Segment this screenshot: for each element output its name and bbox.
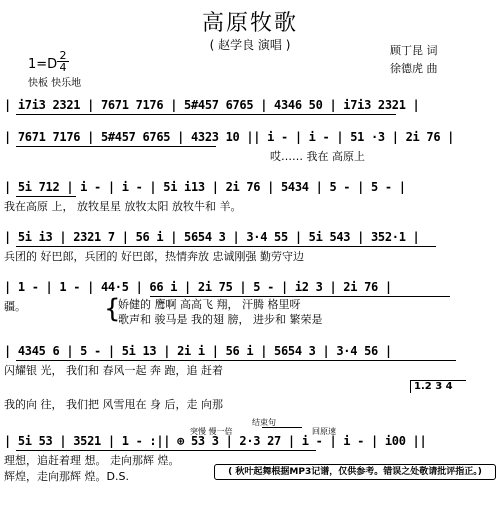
score-row-7 <box>4 432 496 450</box>
score-row-2-notes: | 7671 7176 | 5#457 6765 | 4323 10 || i - | i - | 51 ·3 | 2i 76 | <box>4 130 455 144</box>
score-row-6-notes: | 4345 6 | 5 - | 5i 13 | 2i i | 56 i | 5654 3 | 3·4 56 | <box>4 344 392 358</box>
beam-line <box>16 246 436 247</box>
marker-slow: 突慢 慢一倍 <box>190 427 233 436</box>
tempo-marking: 快板 快乐地 <box>28 78 82 89</box>
score-row-5-notes: | 1 - | 1 - | 44·5 | 66 i | 2i 75 | 5 - | i2 3 | 2i 76 | <box>4 280 392 294</box>
tempo-bracket <box>262 427 302 428</box>
lyric-line-8: 我的向 往， 我们把 风雪甩在 身 后，走 向那 <box>4 398 223 411</box>
lyric-line-6: 歌声和 骏马是 我的翅 膀， 进步和 繁荣是 <box>118 313 323 326</box>
lyric-line-1: 哎…… 我在 高原上 <box>270 150 365 163</box>
lyric-line-2: 我在高原 上， 放牧星星 放牧太阳 放牧牛和 羊。 <box>4 200 242 213</box>
score-row-4-notes: | 5i i3 | 2321 7 | 56 i | 5654 3 | 3·4 55 | 5i 543 | 352·1 | <box>4 230 420 244</box>
lyric-line-7: 闪耀银 光， 我们和 春风一起 奔 跑，追 赶着 <box>4 364 223 377</box>
beam-line <box>16 146 216 147</box>
score-row-6 <box>4 342 496 360</box>
score-row-1 <box>4 96 496 114</box>
volta-bracket: 1.2 3 4 <box>410 380 466 393</box>
lyric-line-10: 辉煌，走向那辉 煌。D.S. <box>4 470 129 483</box>
lyric-line-4: 疆。 <box>4 300 26 313</box>
score-row-4 <box>4 228 496 246</box>
marker-end-phrase: 结束句 <box>252 418 276 427</box>
song-performer: ( 赵学良 演唱 ) <box>209 38 291 52</box>
time-signature <box>57 50 69 73</box>
lyricist-credit: 顾丁昆 词 <box>390 44 438 57</box>
lyric-line-5: 娇健的 鹰啊 高高飞 翔， 汗腾 格里呀 <box>118 298 301 311</box>
score-row-5 <box>4 278 496 296</box>
beam-line <box>16 196 76 197</box>
beam-line <box>16 450 316 451</box>
marker-original-tempo: 回原速 <box>312 427 336 436</box>
time-signature-bottom: 4 <box>57 61 69 73</box>
transcription-footnote: ( 秋叶起舞根据MP3记谱，仅供参考。错误之处敬请批评指正。) <box>214 464 496 480</box>
score-row-1-notes: | i7i3 2321 | 7671 7176 | 5#457 6765 | 4346 50 | i7i3 2321 | <box>4 98 420 112</box>
song-title: 高原牧歌 <box>201 11 298 36</box>
score-row-2 <box>4 128 496 146</box>
beam-line <box>16 360 456 361</box>
verse-brace: { <box>104 294 121 324</box>
lyric-line-3: 兵团的 好巴郎，兵团的 好巴郎，热情奔放 忠诚刚强 勤劳守边 <box>4 250 304 263</box>
beam-line <box>16 114 396 115</box>
score-row-7-notes: | 5i 53 | 3521 | 1 - :|| ⊕ 53 3 | 2·3 27 | i - | i - | i00 || <box>4 434 427 448</box>
time-signature-top: 2 <box>59 49 67 62</box>
lyric-line-9: 理想，追赶着理 想。 走向那辉 煌。 <box>4 454 180 467</box>
key-signature: 1=D <box>28 57 58 72</box>
score-row-3 <box>4 178 496 196</box>
composer-credit: 徐德虎 曲 <box>390 62 438 75</box>
score-row-3-notes: | 5i 712 | i - | i - | 5i i13 | 2i 76 | 5434 | 5 - | 5 - | <box>4 180 406 194</box>
beam-line <box>150 296 450 297</box>
